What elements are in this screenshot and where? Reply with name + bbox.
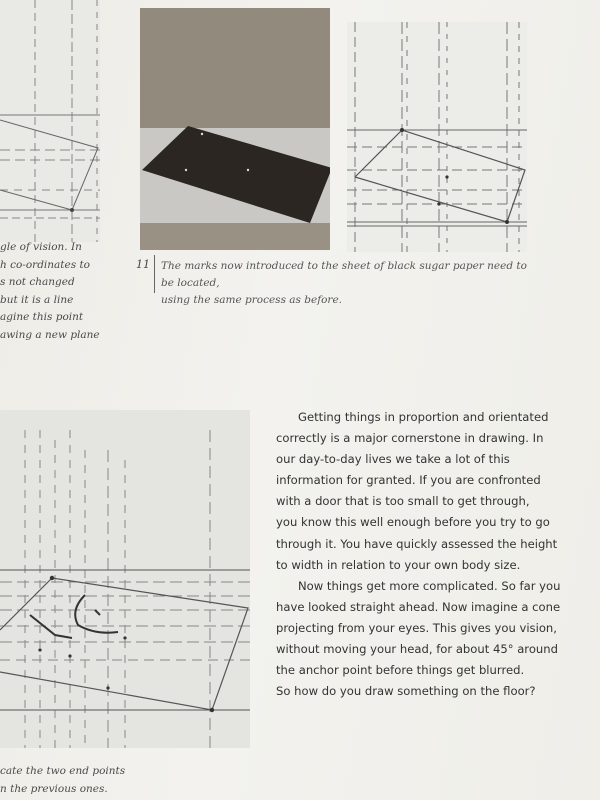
fragment-line: cate the two end points: [0, 765, 126, 777]
paragraph-line: So how do you draw something on the floor?: [276, 684, 536, 699]
caption-line: The marks now introduced to the sheet of black sugar paper need to be located,: [161, 260, 527, 289]
paragraph-line: Now things get more complicated. So far you: [298, 578, 561, 593]
fragment-line: gle of vision. In: [0, 241, 82, 253]
figure-grid-drawing-top-right: [347, 22, 527, 252]
figure-perspective-drawing-bottom-left: [0, 410, 250, 748]
paragraph-line: the anchor point before things get blurred.: [276, 663, 525, 678]
photo-black-sugar-paper: [140, 8, 330, 250]
fragment-line: s not changed: [0, 276, 75, 288]
paragraph-line: correctly is a major cornerstone in drawing. In: [276, 431, 544, 446]
paragraph-line: you know this well enough before you try to go: [276, 515, 550, 530]
paragraph-line: through it. You have quickly assessed the height: [276, 536, 558, 551]
paragraph-line: without moving your head, for about 45° around: [276, 642, 558, 657]
fragment-line: agine this point: [0, 311, 84, 323]
paragraph-line: projecting from your eyes. This gives you vision,: [276, 620, 557, 635]
caption-line: using the same process as before.: [161, 294, 342, 306]
paragraph-line: information for granted. If you are confronted: [276, 473, 541, 488]
caption-number: 11: [136, 258, 150, 271]
paragraph-line: have looked straight ahead. Now imagine a cone: [276, 599, 561, 614]
body-text: [276, 407, 561, 702]
caption-text: [161, 258, 541, 309]
fragment-line: but it is a line: [0, 293, 74, 306]
left-caption-fragment: [0, 239, 120, 344]
caption-divider: [154, 255, 155, 293]
fragment-line: awing a new plane: [0, 328, 100, 341]
figure-partial-drawing-top-left: [0, 0, 100, 242]
fragment-line: n the previous ones.: [0, 783, 108, 795]
bottom-caption-fragment: [0, 762, 200, 798]
paragraph-line: to width in relation to your own body size.: [276, 557, 521, 572]
paragraph-line: with a door that is too small to get through,: [276, 494, 530, 509]
fragment-line: h co-ordinates to: [0, 258, 90, 271]
paragraph-line: Getting things in proportion and orientated: [298, 410, 549, 424]
paragraph-line: our day-to-day lives we take a lot of this: [276, 452, 510, 467]
